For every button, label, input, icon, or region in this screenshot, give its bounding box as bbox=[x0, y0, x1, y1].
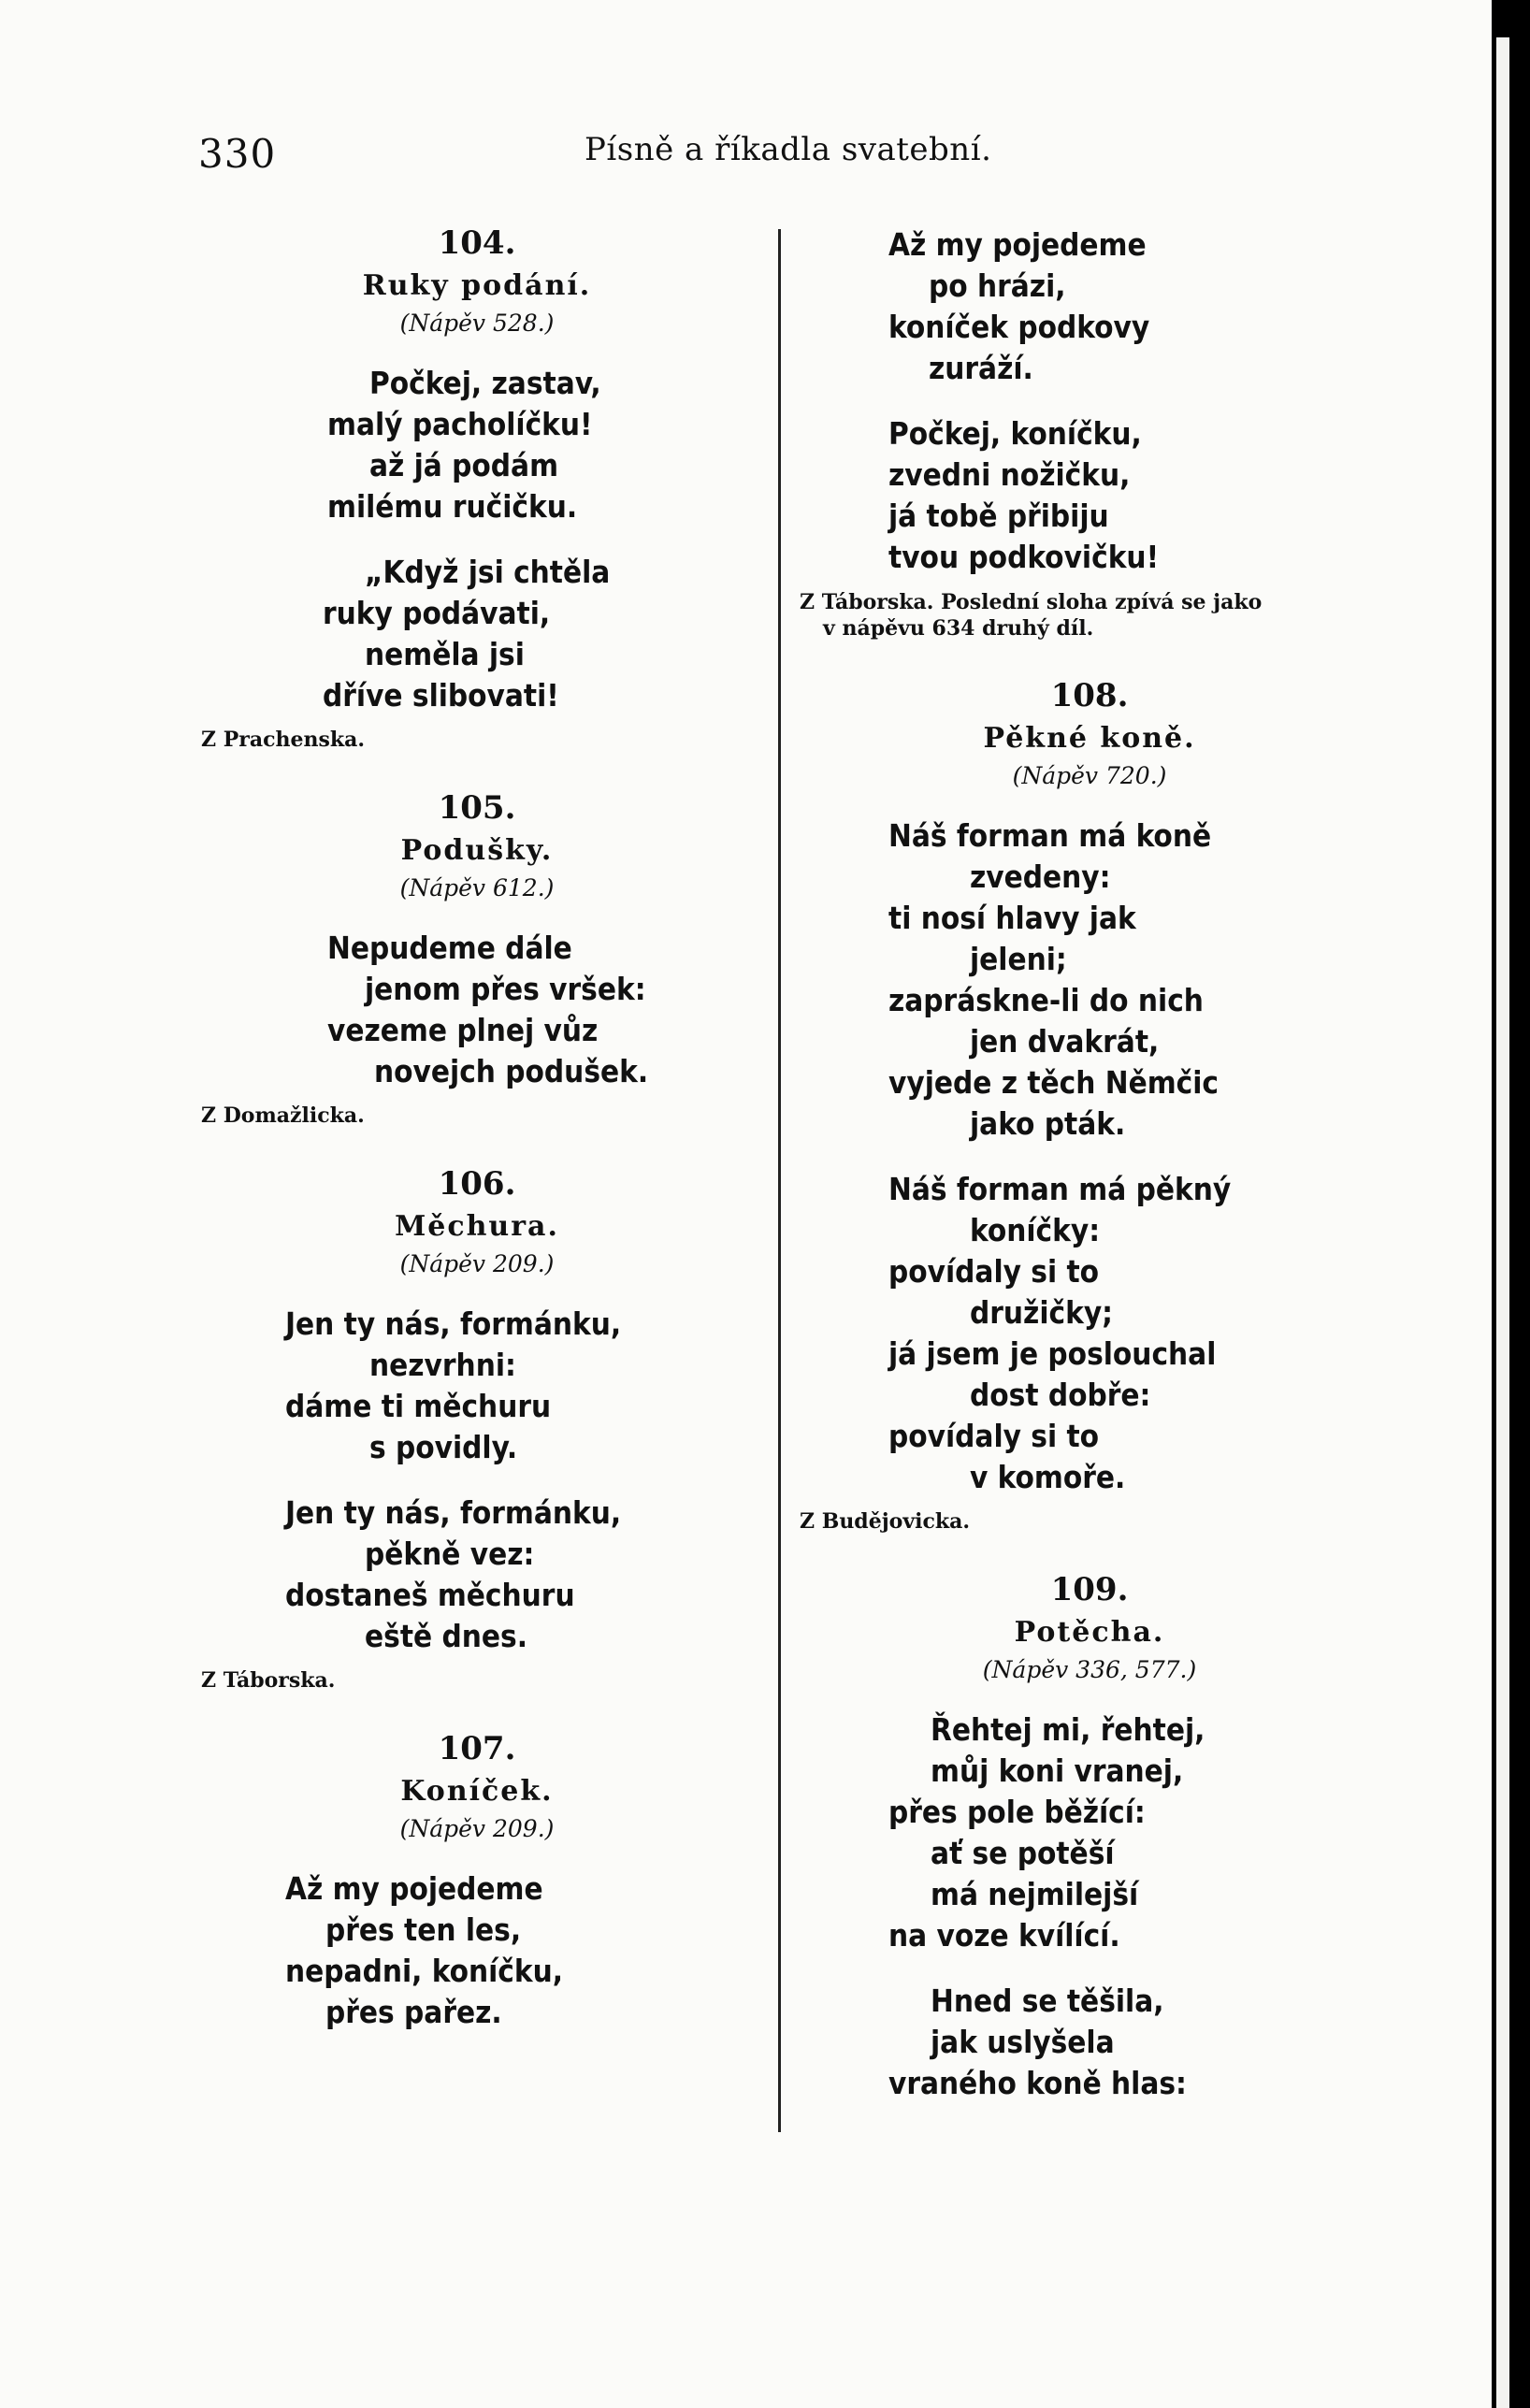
stanza bbox=[800, 1169, 1379, 1498]
song-source: Z Budějovicka. bbox=[800, 1509, 971, 1534]
stanza bbox=[800, 1709, 1379, 1956]
right-column bbox=[800, 224, 1379, 2128]
song-105 bbox=[187, 789, 767, 1128]
stanza bbox=[800, 224, 1379, 389]
verse-line: dáme ti měchuru bbox=[285, 1388, 552, 1424]
verse-line: neměla jsi bbox=[365, 636, 525, 672]
song-107-continued bbox=[800, 224, 1379, 642]
verse-line: až já podám bbox=[369, 447, 559, 483]
verse-line: dostaneš měchuru bbox=[285, 1577, 575, 1613]
verse-line: Řehtej mi, řehtej, bbox=[931, 1711, 1205, 1748]
song-note bbox=[800, 589, 1379, 642]
song-title: Podušky. bbox=[400, 834, 554, 867]
stanza bbox=[800, 815, 1379, 1145]
song-title: Potěcha. bbox=[1014, 1616, 1165, 1649]
stanza bbox=[187, 1492, 767, 1657]
melody-reference: (Nápěv 528.) bbox=[399, 310, 555, 337]
song-source: Z Táborska. bbox=[201, 1668, 336, 1693]
verse-line: novejch podušek. bbox=[374, 1053, 649, 1089]
verse-line: Náš forman má koně bbox=[888, 817, 1212, 854]
verse-line: tvou podkovičku! bbox=[888, 539, 1160, 575]
verse-line: ruky podávati, bbox=[323, 595, 551, 631]
verse-line: zvedni nožičku, bbox=[888, 456, 1131, 493]
verse-line: dost dobře: bbox=[970, 1377, 1151, 1413]
verse-line: na voze kvílící. bbox=[888, 1917, 1120, 1954]
verse-line: přes pařez. bbox=[325, 1994, 502, 2030]
verse-line: v komoře. bbox=[970, 1459, 1126, 1495]
verse-line: ti nosí hlavy jak bbox=[888, 900, 1136, 936]
verse-line: vraného koně hlas: bbox=[888, 2065, 1187, 2101]
verse-line: povídaly si to bbox=[888, 1253, 1100, 1290]
song-number: 104. bbox=[438, 224, 516, 262]
verse-line: vezeme plnej vůz bbox=[327, 1012, 599, 1048]
verse-line: malý pacholíčku! bbox=[327, 406, 593, 442]
verse-line: ať se potěší bbox=[931, 1835, 1115, 1871]
verse-line: pěkně vez: bbox=[365, 1536, 535, 1572]
left-column bbox=[187, 224, 767, 2057]
song-number: 106. bbox=[438, 1165, 516, 1203]
verse-line: vyjede z těch Němčic bbox=[888, 1064, 1220, 1101]
note-line: Z Táborska. Poslední sloha zpívá se jako bbox=[800, 590, 1263, 614]
song-107 bbox=[187, 1730, 767, 2033]
verse-line: Až my pojedeme bbox=[888, 226, 1147, 263]
verse-line: nezvrhni: bbox=[369, 1347, 516, 1383]
verse-line: přes pole běžící: bbox=[888, 1794, 1146, 1830]
song-title: Koníček. bbox=[400, 1775, 554, 1808]
verse-line: Hned se těšila, bbox=[931, 1983, 1164, 2019]
melody-reference: (Nápěv 720.) bbox=[1012, 762, 1167, 789]
verse-line: milému ručičku. bbox=[327, 488, 578, 525]
verse-line: koníčky: bbox=[970, 1212, 1101, 1248]
song-title: Pěkné koně. bbox=[983, 722, 1196, 755]
verse-line: „Když jsi chtěla bbox=[365, 554, 611, 590]
song-108 bbox=[800, 677, 1379, 1534]
verse-line: Jen ty nás, formánku, bbox=[285, 1305, 622, 1342]
stanza bbox=[800, 413, 1379, 578]
verse-line: já jsem je poslouchal bbox=[888, 1335, 1217, 1372]
column-divider bbox=[778, 229, 781, 2132]
song-number: 105. bbox=[438, 789, 516, 827]
song-source: Z Domažlicka. bbox=[201, 1103, 365, 1128]
song-109 bbox=[800, 1571, 1379, 2104]
verse-line: dříve slibovati! bbox=[323, 677, 559, 714]
verse-line: Počkej, zastav, bbox=[369, 365, 601, 401]
verse-line: družičky; bbox=[970, 1294, 1114, 1331]
verse-line: Až my pojedeme bbox=[285, 1870, 543, 1907]
verse-line: Náš forman má pěkný bbox=[888, 1171, 1232, 1207]
verse-line: zapráskne-li do nich bbox=[888, 982, 1204, 1018]
verse-line: Nepudeme dále bbox=[327, 930, 572, 966]
verse-line: jenom přes vršek: bbox=[365, 971, 646, 1007]
song-number: 108. bbox=[1050, 677, 1129, 714]
verse-line: jak uslyšela bbox=[931, 2024, 1115, 2060]
melody-reference: (Nápěv 209.) bbox=[399, 1250, 555, 1277]
melody-reference: (Nápěv 612.) bbox=[399, 874, 555, 901]
verse-line: koníček podkovy bbox=[888, 309, 1150, 345]
verse-line: zuráží. bbox=[929, 350, 1033, 386]
verse-line: jako pták. bbox=[970, 1105, 1126, 1142]
verse-line: Jen ty nás, formánku, bbox=[285, 1494, 622, 1531]
stanza bbox=[800, 1981, 1379, 2104]
verse-line: s povidly. bbox=[369, 1429, 518, 1465]
verse-line: povídaly si to bbox=[888, 1418, 1100, 1454]
note-line: v nápěvu 634 druhý díl. bbox=[823, 616, 1094, 641]
melody-reference: (Nápěv 336, 577.) bbox=[982, 1656, 1197, 1683]
song-number: 109. bbox=[1050, 1571, 1129, 1608]
adjacent-page-edge bbox=[1496, 37, 1509, 2408]
song-title: Ruky podání. bbox=[362, 269, 592, 302]
page-number: 330 bbox=[198, 131, 277, 177]
verse-line: zvedeny: bbox=[970, 858, 1111, 895]
song-number: 107. bbox=[438, 1730, 516, 1767]
song-source: Z Prachenska. bbox=[201, 728, 366, 752]
verse-line: nepadni, koníčku, bbox=[285, 1953, 564, 1989]
verse-line: eště dnes. bbox=[365, 1618, 527, 1654]
melody-reference: (Nápěv 209.) bbox=[399, 1815, 555, 1842]
verse-line: jen dvakrát, bbox=[970, 1023, 1160, 1060]
verse-line: já tobě přibiju bbox=[888, 497, 1109, 534]
verse-line: jeleni; bbox=[970, 941, 1067, 977]
verse-line: má nejmilejší bbox=[931, 1876, 1139, 1912]
song-104 bbox=[187, 224, 767, 752]
verse-line: po hrázi, bbox=[929, 267, 1066, 304]
running-title: Písně a říkadla svatební. bbox=[585, 131, 992, 168]
song-106 bbox=[187, 1165, 767, 1693]
stanza bbox=[187, 1304, 767, 1468]
stanza bbox=[187, 552, 767, 716]
stanza bbox=[187, 363, 767, 527]
stanza bbox=[187, 928, 767, 1092]
stanza bbox=[187, 1868, 767, 2033]
verse-line: Počkej, koníčku, bbox=[888, 415, 1142, 452]
song-title: Měchura. bbox=[395, 1210, 559, 1243]
verse-line: můj koni vranej, bbox=[931, 1752, 1184, 1789]
verse-line: přes ten les, bbox=[325, 1911, 522, 1948]
